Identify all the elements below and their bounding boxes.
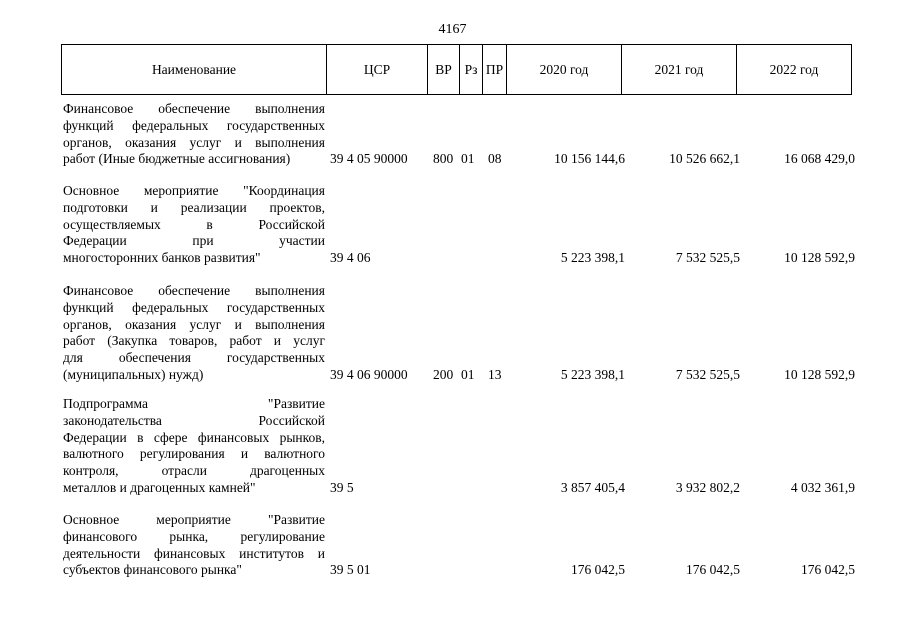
- row-name-line: функций федеральных государственных: [63, 299, 325, 315]
- page-number: 4167: [438, 22, 467, 37]
- row-name-line: Федерации в сфере финансовых рынков,: [63, 429, 325, 445]
- row-name-line: Основное мероприятие "Развитие: [63, 512, 325, 527]
- row-name-line: Подпрограмма "Развитие: [63, 396, 325, 411]
- header-vr: ВР: [428, 45, 460, 95]
- row-2021: 7 532 525,5: [675, 367, 740, 382]
- header-name: Наименование: [62, 45, 327, 95]
- row-name: [63, 183, 325, 267]
- row-name-line: органов, оказания услуг и выполнения: [63, 134, 325, 150]
- header-2020: 2020 год: [507, 45, 622, 95]
- row-name: [63, 512, 325, 579]
- row-name-line: законодательства Российской: [63, 412, 325, 428]
- row-name-line: работ (Закупка товаров, работ и услуг: [63, 333, 325, 349]
- header-rz: Рз: [460, 45, 483, 95]
- row-csr: 39 4 06 90000: [330, 367, 408, 382]
- row-csr: 39 5: [330, 480, 354, 495]
- row-vr: 200: [433, 367, 454, 382]
- row-vr: 800: [433, 151, 454, 166]
- header-csr: ЦСР: [327, 45, 428, 95]
- row-pr: 13: [488, 367, 502, 382]
- row-csr: 39 4 06: [330, 250, 371, 265]
- row-name-line: работ (Иные бюджетные ассигнования): [63, 151, 291, 167]
- row-2020: 5 223 398,1: [560, 250, 625, 265]
- row-name-line: (муниципальных) нужд): [63, 366, 204, 382]
- row-name-line: Федерации при участии: [63, 233, 325, 249]
- header-row: [62, 45, 852, 95]
- row-name-line: металлов и драгоценных камней": [63, 479, 256, 495]
- row-name-line: Финансовое обеспечение выполнения: [63, 283, 325, 298]
- row-name-line: органов, оказания услуг и выполнения: [63, 316, 325, 332]
- row-name: [63, 283, 325, 384]
- row-csr: 39 4 05 90000: [330, 151, 408, 166]
- row-name-line: функций федеральных государственных: [63, 117, 325, 133]
- row-2021: 176 042,5: [686, 562, 740, 577]
- row-2022: 10 128 592,9: [784, 250, 855, 265]
- row-name-line: контроля, отрасли драгоценных: [63, 463, 325, 479]
- row-name-line: финансового рынка, регулирование: [63, 528, 325, 544]
- row-name-line: подготовки и реализации проектов,: [63, 199, 325, 215]
- table-header: [61, 44, 852, 95]
- row-2022: 176 042,5: [801, 562, 855, 577]
- row-name-line: Основное мероприятие "Координация: [63, 183, 325, 198]
- header-2021: 2021 год: [622, 45, 737, 95]
- row-2022: 4 032 361,9: [790, 480, 855, 495]
- header-2022: 2022 год: [737, 45, 852, 95]
- row-pr: 08: [488, 151, 502, 166]
- row-2020: 3 857 405,4: [560, 480, 625, 495]
- header-pr: ПР: [483, 45, 507, 95]
- row-rz: 01: [461, 367, 475, 382]
- row-name-line: многосторонних банков развития": [63, 250, 261, 266]
- row-2022: 10 128 592,9: [784, 367, 855, 382]
- row-2020: 10 156 144,6: [554, 151, 625, 166]
- row-name-line: валютного регулирования и валютного: [63, 446, 325, 462]
- row-2021: 3 932 802,2: [675, 480, 740, 495]
- row-2020: 176 042,5: [571, 562, 625, 577]
- row-csr: 39 5 01: [330, 562, 371, 577]
- row-2020: 5 223 398,1: [560, 367, 625, 382]
- row-name-line: субъектов финансового рынка": [63, 562, 242, 578]
- row-2021: 7 532 525,5: [675, 250, 740, 265]
- row-name: [63, 396, 325, 497]
- row-2021: 10 526 662,1: [669, 151, 740, 166]
- row-name-line: деятельности финансовых институтов и: [63, 545, 325, 561]
- row-rz: 01: [461, 151, 475, 166]
- row-name-line: осуществляемых в Российской: [63, 216, 325, 232]
- row-name-line: Финансовое обеспечение выполнения: [63, 101, 325, 116]
- row-name-line: для обеспечения государственных: [63, 350, 325, 366]
- row-2022: 16 068 429,0: [784, 151, 855, 166]
- row-name: [63, 101, 325, 168]
